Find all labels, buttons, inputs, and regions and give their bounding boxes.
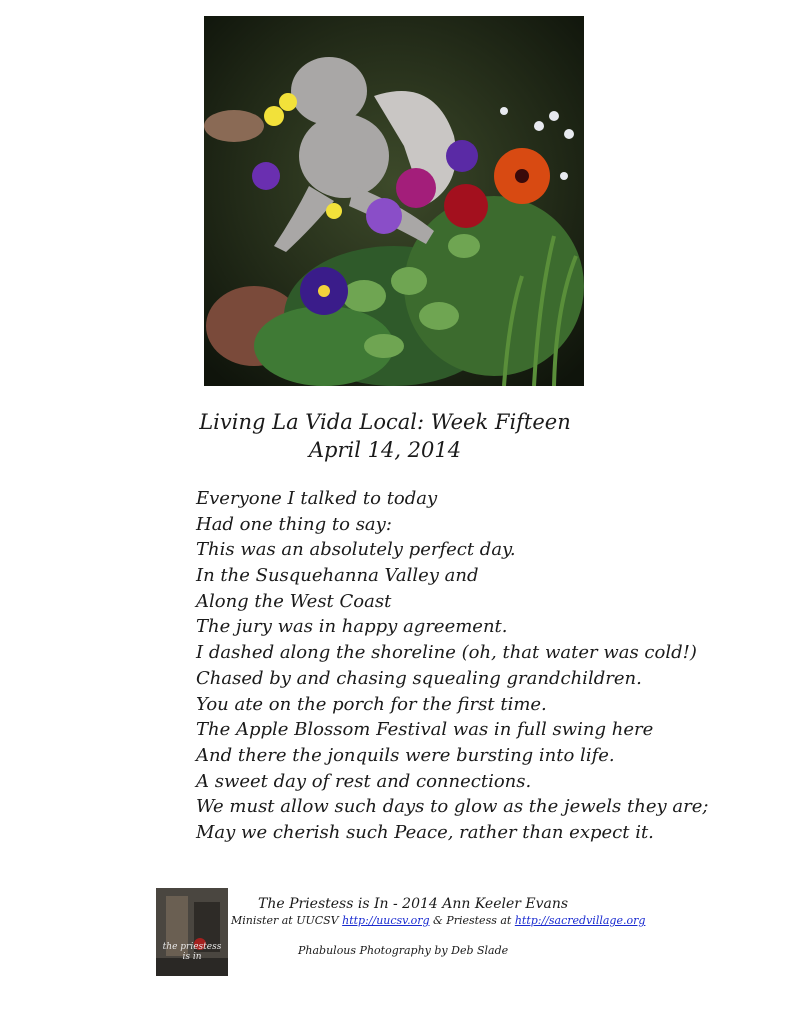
cherub-photo xyxy=(204,16,584,386)
priestess-logo-image xyxy=(156,888,228,976)
poem-line: A sweet day of rest and connections. xyxy=(196,770,532,792)
poem-line: The Apple Blossom Festival was in full swing here xyxy=(196,719,654,741)
poem-line: Along the West Coast xyxy=(196,590,392,612)
poem-line: I dashed along the shoreline (oh, that water was cold!) xyxy=(196,642,697,664)
page-date: April 14, 2014 xyxy=(308,438,462,462)
page-title: Living La Vida Local: Week Fifteen xyxy=(199,410,571,434)
priestess-logo-text: the priestess is in xyxy=(162,942,222,962)
cherub-photo-illustration xyxy=(204,16,584,386)
poem-line: Everyone I talked to today xyxy=(196,488,438,509)
photo-credit: Phabulous Photography by Deb Slade xyxy=(298,944,509,957)
poem-line: May we cherish such Peace, rather than expect it. xyxy=(196,821,654,843)
poem-line: You ate on the porch for the first time. xyxy=(196,693,547,715)
poem-line: And there the jonquils were bursting into life. xyxy=(196,744,615,766)
sacredvillage-link[interactable]: http://sacredvillage.org xyxy=(514,914,646,927)
minister-label: Minister at UUCSV xyxy=(231,914,343,927)
poem-line: This was an absolutely perfect day. xyxy=(196,539,516,561)
poem-line: We must allow such days to glow as the jewels they are; xyxy=(196,796,709,818)
minister-credit xyxy=(231,914,645,927)
poem-line: Had one thing to say: xyxy=(196,513,392,535)
uucsv-link[interactable]: http://uucsv.org xyxy=(342,914,430,927)
poem xyxy=(196,486,756,846)
priestess-label: & Priestess at xyxy=(429,914,515,927)
priestess-logo-graphic xyxy=(156,888,228,976)
poem-line: The jury was in happy agreement. xyxy=(196,616,508,638)
poem-line: Chased by and chasing squealing grandchildren. xyxy=(196,667,642,689)
poem-line: In the Susquehanna Valley and xyxy=(196,565,479,587)
author-credit: The Priestess is In - 2014 Ann Keeler Evans xyxy=(258,896,569,912)
